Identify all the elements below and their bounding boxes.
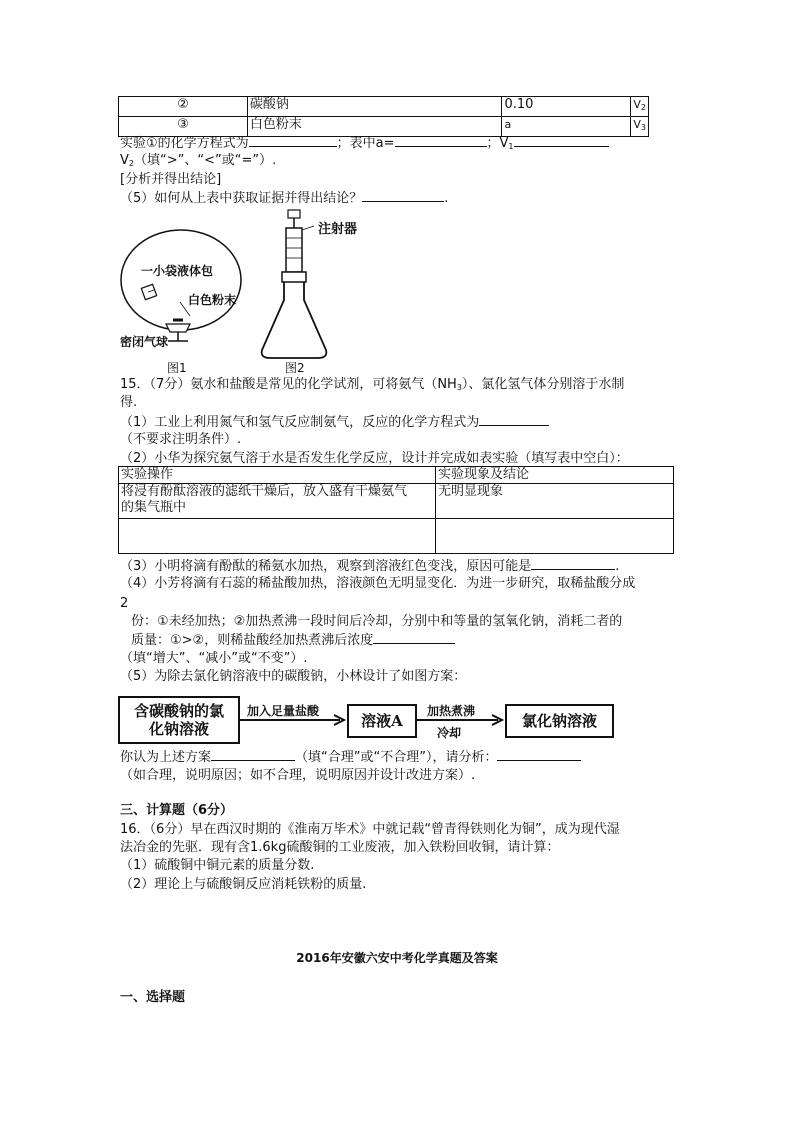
table-cell-blank[interactable] (119, 519, 436, 554)
q15-part2: （2）小华为探究氨气溶于水是否发生化学反应，设计并完成如表实验（填写表中空白）： (120, 451, 629, 466)
syringe-shape (286, 228, 302, 272)
text: ；表中a= (336, 136, 395, 151)
answer-blank[interactable] (249, 134, 337, 147)
text: V (120, 153, 129, 168)
table-cell: $V_3$ (631, 117, 649, 137)
text: . (444, 191, 449, 206)
text: 3 (456, 383, 462, 392)
answer-blank[interactable] (373, 631, 455, 644)
text: （填“合理”或“不合理”），请分析： (295, 750, 498, 765)
text: 15．（7分）氨水和盐酸是常见的化学试剂，可将氨气（NH (120, 377, 457, 392)
q16-text-cont: 法冶金的先驱．现有含1.6kg硫酸铜的工业废液，加入铁粉回收铜，请计算： (120, 840, 560, 855)
balloon-shape (121, 230, 241, 330)
answer-blank[interactable] (479, 413, 549, 426)
text: （3）小明将滴有酚酞的稀氨水加热，观察到溶液红色变浅，原因可能是 (120, 559, 532, 574)
text: . (615, 559, 620, 574)
figure-2-caption: 图2 (285, 361, 305, 375)
table-row (119, 519, 674, 554)
powder-dish (166, 324, 190, 332)
analysis-heading: [分析并得出结论] (120, 172, 222, 187)
table-cell: ② (119, 97, 248, 117)
text: 2 (128, 159, 134, 168)
q15-part3 (120, 557, 619, 575)
figure-1-caption: 图1 (167, 361, 187, 375)
q15-part4-cont: 份：①未经加热；②加热煮沸一段时间后冷却，分别中和等量的氢氧化钠，消耗二者的 (131, 614, 623, 629)
q15-part1-cont: （不要求注明条件）. (120, 432, 242, 447)
q15-part4: （4）小芳将滴有石蕊的稀盐酸加热，溶液颜色无明显变化．为进一步研究，取稀盐酸分成 (120, 576, 636, 591)
flask-shape (262, 282, 327, 358)
stopper-shape (282, 272, 306, 282)
q15-part5-note: （如合理，说明原因；如不合理，说明原因并设计改进方案）. (120, 768, 476, 783)
q15-part5: （5）为除去氯化钠溶液中的碳酸钠，小林设计了如图方案： (120, 669, 467, 684)
label-sealed-balloon: 密闭气球 (120, 335, 169, 349)
question-5 (120, 189, 448, 207)
table-row (119, 484, 674, 519)
text: 含碳酸钠的氯化钠溶液 (133, 702, 224, 738)
q15-part4-cont2 (131, 631, 455, 649)
experiment-table (118, 466, 674, 554)
flow-box-end: 氯化钠溶液 (505, 704, 614, 738)
answer-blank[interactable] (395, 134, 487, 147)
text: 你认为上述方案 (120, 750, 212, 765)
q15-part5-answer (120, 748, 581, 766)
table-cell: 0.10 (502, 97, 631, 117)
q16-part1: （1）硫酸铜中铜元素的质量分数. (120, 858, 315, 873)
q15-part4-cont3: （填“增大”、“减小”或“不变”）. (120, 651, 308, 666)
text: 实验①的化学方程式为 (120, 136, 249, 151)
label-liquid-bag: 一小袋液体包 (141, 264, 214, 278)
q15-intro-cont: 得. (120, 395, 138, 410)
table-cell: a (502, 117, 631, 137)
text: ）、氯化氢气体分别溶于水制 (461, 377, 625, 392)
compare-line (120, 152, 276, 172)
answer-blank[interactable] (211, 748, 295, 761)
table-row (119, 97, 649, 117)
answer-section-1-title: 一、选择题 (120, 990, 186, 1005)
table-cell: ③ (119, 117, 248, 137)
text: （1）工业上利用氮气和氢气反应制氨气，反应的化学方程式为 (120, 415, 480, 430)
text: 质量：①>②，则稀盐酸经加热煮沸后浓度 (131, 633, 374, 648)
text: ；V (486, 136, 509, 151)
table-cell: $V_2$ (631, 97, 649, 117)
text: 1 (508, 142, 514, 151)
answer-blank[interactable] (497, 748, 581, 761)
table-row (119, 467, 674, 484)
flow-box-solution-a: 溶液A (347, 704, 417, 738)
flow-box-start (118, 696, 240, 744)
q15-intro (120, 376, 624, 396)
answer-title: 2016年安徽六安中考化学真题及答案 (296, 951, 498, 965)
q15-part1 (120, 413, 549, 431)
label-white-powder: 白色粉末 (188, 293, 237, 307)
q16-part2: （2）理论上与硫酸铜反应消耗铁粉的质量. (120, 877, 367, 892)
answer-blank[interactable] (514, 134, 609, 147)
label-syringe: 注射器 (318, 222, 358, 237)
table-cell: 白色粉末 (247, 117, 502, 137)
answer-blank[interactable] (362, 189, 444, 202)
flow-arrow-2-top-label: 加热煮沸 (427, 704, 476, 718)
text: （填“>”、“<”或“=”）. (134, 153, 277, 168)
section-3-title: 三、计算题（6分） (120, 803, 234, 818)
answer-blank[interactable] (531, 557, 615, 570)
text: （5）如何从上表中获取证据并得出结论？ (120, 191, 363, 206)
text: 的集气瓶中 (121, 500, 187, 515)
text: 将浸有酚酞溶液的滤纸干燥后，放入盛有干燥氨气 (121, 484, 408, 499)
table-cell: 无明显现象 (436, 484, 674, 519)
flow-arrow-2-bottom-label: 冷却 (437, 726, 462, 740)
table-cell: 碳酸钠 (247, 97, 502, 117)
q15-part4-num: 2 (120, 596, 129, 611)
flow-arrow-1-label: 加入足量盐酸 (247, 704, 320, 718)
q16-text: 16．（6分）早在西汉时期的《淮南万毕术》中就记载“曾青得铁则化为铜”，成为现代湿 (120, 822, 620, 837)
table-cell (119, 484, 436, 519)
table-header: 实验现象及结论 (436, 467, 674, 484)
table-cell-blank[interactable] (436, 519, 674, 554)
table-header: 实验操作 (119, 467, 436, 484)
top-results-table (118, 96, 649, 137)
